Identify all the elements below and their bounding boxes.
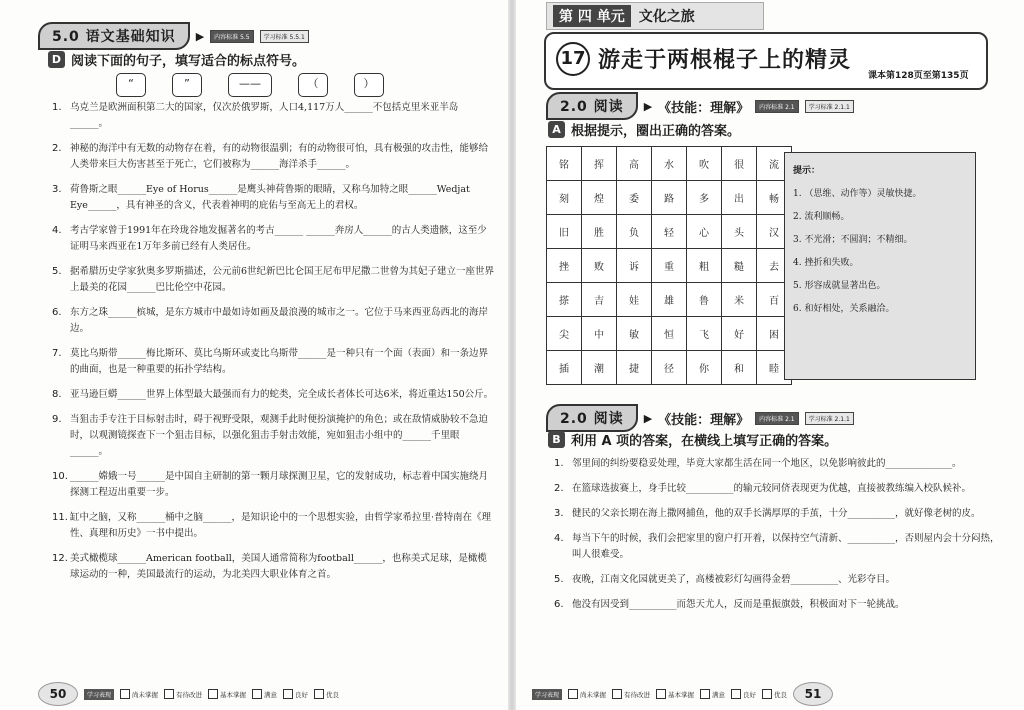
grid-row (547, 283, 792, 317)
punctuation-options (116, 73, 384, 97)
section-title: 2.0 阅读 (546, 92, 638, 120)
question-text: 乌克兰是欧洲面积第二大的国家，仅次於俄罗斯，人口4,117万人______不包括克里米亚半岛______。 (70, 102, 459, 129)
punct-box: ” (172, 73, 202, 97)
question-number: 11. (52, 512, 68, 523)
question-number: 9. (52, 414, 62, 425)
grid-cell[interactable]: 雄 (652, 283, 687, 317)
question-item (52, 551, 496, 583)
question-number: 5. (554, 574, 564, 585)
page-number: 50 (38, 682, 78, 706)
rating-5[interactable]: 良好 (731, 689, 756, 699)
rating-4[interactable]: 满意 (700, 689, 725, 699)
grid-cell[interactable]: 和 (722, 351, 757, 385)
grid-cell[interactable]: 挥 (582, 147, 617, 181)
question-item (554, 597, 1004, 613)
learning-standard-tag: 学习标准 2.1.1 (805, 100, 854, 113)
question-item (52, 469, 496, 501)
rating-2[interactable]: 有待改进 (612, 689, 650, 699)
grid-cell[interactable]: 铭 (547, 147, 582, 181)
question-number: 3. (554, 508, 564, 519)
rating-3[interactable]: 基本掌握 (208, 689, 246, 699)
grid-row (547, 351, 792, 385)
question-number: 4. (52, 225, 62, 236)
question-item (554, 506, 1004, 522)
question-number: 5. (52, 266, 62, 277)
question-number: 1. (52, 102, 62, 113)
page-number: 51 (793, 682, 833, 706)
grid-cell[interactable]: 潮 (582, 351, 617, 385)
question-text: 美式橄榄球______American football，美国人通常简称为football______，也称美式足球，是橄榄球运动的一种，美国最流行的运动，为北美四大职业体育之首。 (70, 553, 487, 580)
question-item (554, 481, 1004, 497)
question-list (554, 456, 1004, 622)
question-text: 在篮球选拔赛上，身手比较__________的输元较同侪表现更为优越，直接被教练编入校队候补。 (572, 483, 972, 494)
punct-box: ） (354, 73, 384, 97)
grid-cell[interactable]: 百 (757, 283, 792, 317)
unit-label: 第 四 单元 (553, 5, 631, 27)
hint-item: 6. 和好相处，关系融洽。 (793, 304, 895, 314)
grid-cell[interactable]: 敏 (617, 317, 652, 351)
question-item (52, 182, 496, 214)
rating-6[interactable]: 优良 (314, 689, 339, 699)
question-text: 缸中之脑，又称______桶中之脑______，是知识论中的一个思想实验，由哲学家希拉里·普特南在《理性、真理和历史》一书中提出。 (70, 512, 492, 539)
arrow-icon: ▶ (643, 99, 653, 113)
grid-cell[interactable]: 路 (652, 181, 687, 215)
question-text: 荷鲁斯之眼______Eye of Horus______是鹰头神荷鲁斯的眼睛，又称乌加特之眼______Wedjat Eye______，具有神圣的含义，代表着神明的庇佑与至高无上的君权。 (70, 184, 470, 211)
question-item (52, 223, 496, 255)
question-number: 8. (52, 389, 62, 400)
grid-cell[interactable]: 很 (722, 147, 757, 181)
grid-cell[interactable]: 你 (687, 351, 722, 385)
part-badge: A (548, 121, 565, 138)
rating-2[interactable]: 有待改进 (164, 689, 202, 699)
grid-cell[interactable]: 畅 (757, 181, 792, 215)
grid-cell[interactable]: 高 (617, 147, 652, 181)
question-text: 亚马逊巨蟒______世界上体型最大最强而有力的蛇类，完全成长者体长可达6米，将近重达150公斤。 (70, 389, 494, 400)
performance-label: 学习表现 (532, 689, 562, 700)
punct-box: （ (298, 73, 328, 97)
grid-cell[interactable]: 负 (617, 215, 652, 249)
question-item (52, 264, 496, 296)
part-instruction: 利用 A 项的答案，在横线上填写正确的答案。 (571, 434, 838, 449)
question-text: 莫比乌斯带______梅比斯环、莫比乌斯环或麦比乌斯带______是一种只有一个面（表面）和一条边界的曲面，也是一种重要的拓扑学结构。 (70, 348, 489, 375)
question-text: 神秘的海洋中有无数的动物存在着，有的动物很温驯；有的动物很可怕，具有极强的攻击性，能够给人类带来巨大伤害甚至于死亡，它们被称为______海洋杀手______。 (70, 143, 489, 170)
lesson-number: 17 (556, 42, 590, 76)
grid-cell[interactable]: 败 (582, 249, 617, 283)
grid-cell[interactable]: 去 (757, 249, 792, 283)
content-standard-tag: 内容标准 2.1 (755, 412, 798, 425)
rating-6[interactable]: 优良 (762, 689, 787, 699)
rating-1[interactable]: 尚未掌握 (568, 689, 606, 699)
question-item (52, 100, 496, 132)
section-header-reading-a (546, 92, 854, 120)
grid-cell[interactable]: 吉 (582, 283, 617, 317)
grid-cell[interactable]: 煌 (582, 181, 617, 215)
question-text: 考古学家曾于1991年在玲珑谷地发掘著名的考古______ ______奔房人______的古人类遗骸，这至少证明马来西亚在1万年多前已经有人类居住。 (70, 225, 487, 252)
grid-cell[interactable]: 多 (687, 181, 722, 215)
question-item (52, 346, 496, 378)
grid-cell[interactable]: 出 (722, 181, 757, 215)
question-number: 6. (52, 307, 62, 318)
grid-cell[interactable]: 流 (757, 147, 792, 181)
question-item (554, 531, 1004, 563)
part-a-header (548, 120, 740, 139)
question-item (52, 141, 496, 173)
hints-title: 提示： (793, 166, 821, 176)
grid-cell[interactable]: 糙 (722, 249, 757, 283)
grid-cell[interactable]: 困 (757, 317, 792, 351)
grid-cell[interactable]: 旧 (547, 215, 582, 249)
grid-cell[interactable]: 睦 (757, 351, 792, 385)
grid-cell[interactable]: 委 (617, 181, 652, 215)
question-text: 每当下午的时候，我们会把家里的窗户打开着，以保持空气清新、__________，否则屋内会十分闷热，叫人很难受。 (572, 533, 1000, 560)
question-item (52, 305, 496, 337)
question-text: 当狙击手专注于目标射击时，碍于视野受限，观测手此时便扮演掩护的角色；或在敌情威胁较不急迫时，以观测镜探查下一个狙击目标，以强化狙击手射击效能，宛如狙击小组中的______千里眼______。 (70, 414, 489, 457)
grid-cell[interactable]: 吹 (687, 147, 722, 181)
grid-cell[interactable]: 诉 (617, 249, 652, 283)
hint-item: 2. 流利顺畅。 (793, 212, 850, 222)
grid-cell[interactable]: 挫 (547, 249, 582, 283)
grid-cell[interactable]: 娃 (617, 283, 652, 317)
learning-standard-tag: 学习标准 5.5.1 (260, 30, 309, 43)
question-number: 2. (52, 143, 62, 154)
question-text: ______嫦娥一号______是中国自主研制的第一颗月球探测卫星，它的发射成功，标志着中国实施绕月探测工程迈出重要一步。 (70, 471, 489, 498)
part-b-header (548, 430, 837, 449)
grid-cell[interactable]: 恒 (652, 317, 687, 351)
question-number: 6. (554, 599, 564, 610)
hint-item: 5. 形容成就显著出色。 (793, 281, 886, 291)
grid-cell[interactable]: 捷 (617, 351, 652, 385)
grid-cell[interactable]: 头 (722, 215, 757, 249)
grid-cell[interactable]: 粗 (687, 249, 722, 283)
grid-cell[interactable]: 搽 (547, 283, 582, 317)
punct-box: —— (228, 73, 272, 97)
part-instruction: 阅读下面的句子，填写适合的标点符号。 (71, 54, 306, 69)
word-search-grid (546, 146, 792, 385)
grid-cell[interactable]: 插 (547, 351, 582, 385)
question-list (52, 100, 496, 592)
rating-1[interactable]: 尚未掌握 (120, 689, 158, 699)
grid-cell[interactable]: 径 (652, 351, 687, 385)
question-item (554, 456, 1004, 472)
part-badge: D (48, 51, 65, 68)
grid-row (547, 215, 792, 249)
hint-item: 4. 挫折和失败。 (793, 258, 859, 268)
grid-cell[interactable]: 好 (722, 317, 757, 351)
content-standard-tag: 内容标准 2.1 (755, 100, 798, 113)
skill-label: 《技能：理解》 (658, 412, 750, 428)
question-number: 1. (554, 458, 564, 469)
arrow-icon: ▶ (643, 411, 653, 425)
performance-label: 学习表现 (84, 689, 114, 700)
question-item (52, 387, 496, 403)
question-number: 3. (52, 184, 62, 195)
section-header-reading-b (546, 404, 854, 432)
grid-cell[interactable]: 重 (652, 249, 687, 283)
grid-cell[interactable]: 飞 (687, 317, 722, 351)
grid-cell[interactable]: 胜 (582, 215, 617, 249)
lesson-title: 游走于两根棍子上的精灵 (598, 48, 852, 73)
page-footer (38, 682, 339, 706)
left-page (0, 0, 508, 710)
section-header-language (38, 22, 309, 50)
grid-row (547, 317, 792, 351)
hints-box (784, 152, 976, 380)
question-text: 健民的父亲长期在海上撒网捕鱼，他的双手长满厚厚的手茧，十分__________，就好像老树的皮。 (572, 508, 981, 519)
section-title: 2.0 阅读 (546, 404, 638, 432)
right-page (516, 0, 1024, 710)
grid-cell[interactable]: 尖 (547, 317, 582, 351)
punct-box: “ (116, 73, 146, 97)
arrow-icon: ▶ (195, 29, 205, 43)
grid-cell[interactable]: 米 (722, 283, 757, 317)
question-item (554, 572, 1004, 588)
learning-standard-tag: 学习标准 2.1.1 (805, 412, 854, 425)
grid-row (547, 181, 792, 215)
grid-cell[interactable]: 中 (582, 317, 617, 351)
question-number: 2. (554, 483, 564, 494)
page-footer (532, 682, 833, 706)
grid-cell[interactable]: 心 (687, 215, 722, 249)
section-title: 5.0 语文基础知识 (38, 22, 190, 50)
part-d-header (48, 50, 305, 69)
textbook-reference: 课本第128页至第135页 (868, 71, 969, 81)
question-number: 12. (52, 553, 68, 564)
lesson-title-box (544, 32, 988, 90)
skill-label: 《技能：理解》 (658, 100, 750, 116)
unit-theme: 文化之旅 (638, 9, 695, 25)
unit-header (546, 2, 764, 30)
question-text: 东方之珠______槟城，是东方城市中最如诗如画及最浪漫的城市之一。它位于马来西亚岛西北的海岸边。 (70, 307, 489, 334)
grid-row (547, 249, 792, 283)
question-number: 4. (554, 533, 564, 544)
content-standard-tag: 内容标准 5.5 (210, 30, 253, 43)
grid-cell[interactable]: 汉 (757, 215, 792, 249)
hint-item: 1. （思维、动作等）灵敏快捷。 (793, 189, 922, 199)
question-item (52, 412, 496, 460)
part-badge: B (548, 431, 565, 448)
grid-cell[interactable]: 轻 (652, 215, 687, 249)
question-text: 据希腊历史学家狄奥多罗斯描述，公元前6世纪新巴比仑国王尼布甲尼撒二世曾为其妃子建立一座世界上最美的花园______巴比伦空中花园。 (70, 266, 495, 293)
question-number: 7. (52, 348, 62, 359)
part-instruction: 根据提示，圈出正确的答案。 (571, 124, 741, 139)
rating-3[interactable]: 基本掌握 (656, 689, 694, 699)
question-text: 邻里间的纠纷要稳妥处理，毕竟大家都生活在同一个地区，以免影响彼此的______________。 (572, 458, 962, 469)
question-number: 10. (52, 471, 68, 482)
grid-cell[interactable]: 鲁 (687, 283, 722, 317)
grid-cell[interactable]: 水 (652, 147, 687, 181)
question-text: 他没有因受到__________而怨天尤人，反而是重振旗鼓，积极面对下一轮挑战。 (572, 599, 905, 610)
question-text: 夜晚，江南文化园就更美了，高楼被彩灯勾画得金碧__________、光彩夺目。 (572, 574, 896, 585)
question-item (52, 510, 496, 542)
rating-5[interactable]: 良好 (283, 689, 308, 699)
rating-4[interactable]: 满意 (252, 689, 277, 699)
hint-item: 3. 不光滑；不圆润；不精细。 (793, 235, 913, 245)
grid-cell[interactable]: 刻 (547, 181, 582, 215)
grid-row (547, 147, 792, 181)
